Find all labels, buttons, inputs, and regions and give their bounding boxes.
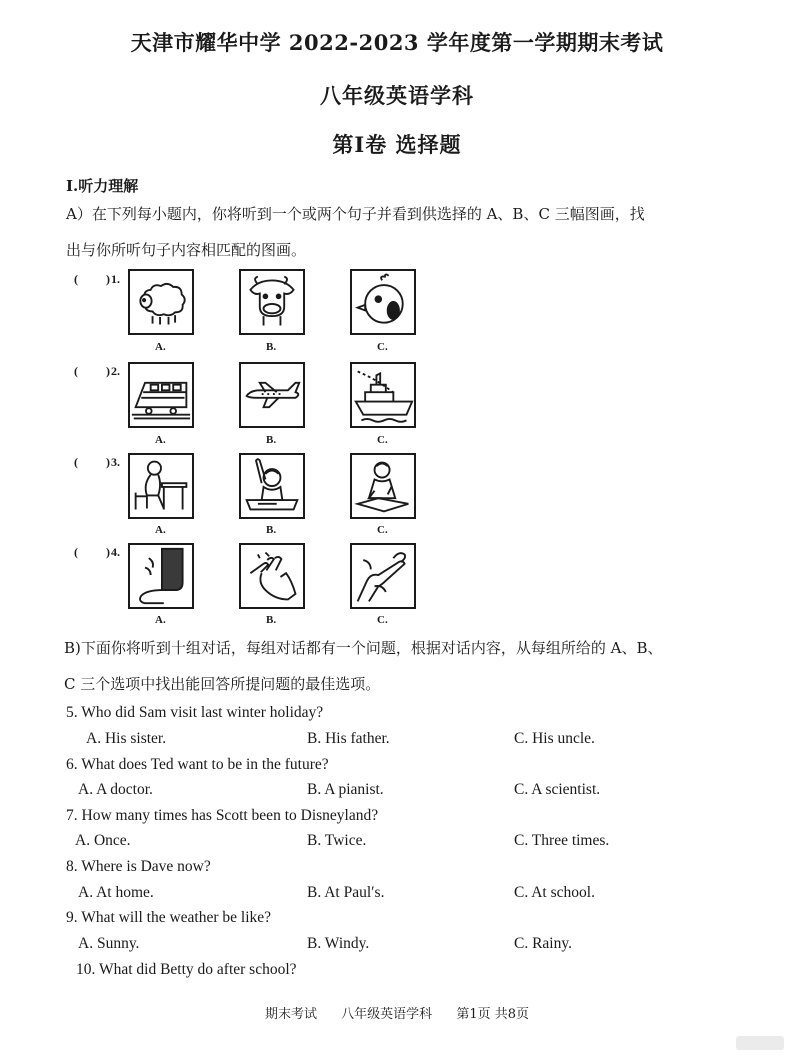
footer-page-number: 第1页 共8页 bbox=[456, 1007, 529, 1022]
question-number: 2. bbox=[111, 364, 120, 378]
question-text: 6. What does Ted want to be in the future? bbox=[66, 756, 329, 773]
part-b-instruction-line-2: C 三个选项中找出能回答所提问题的最佳选项。 bbox=[64, 675, 381, 693]
airplane-icon bbox=[239, 362, 305, 428]
part-b-instruction-line-1: B)下面你将听到十组对话，每组对话都有一个问题，根据对话内容，从每组所给的 A、B、 bbox=[64, 639, 663, 657]
option-label-c: C. bbox=[377, 341, 388, 353]
watermark bbox=[736, 1036, 784, 1050]
option-c: C. Three times. bbox=[514, 832, 610, 849]
option-b: B. His father. bbox=[307, 730, 390, 747]
answer-bracket-open: ( bbox=[74, 545, 78, 559]
question-text: 10. What did Betty do after school? bbox=[76, 961, 297, 978]
option-b: B. At Paul′s. bbox=[307, 884, 385, 901]
hand-icon bbox=[239, 543, 305, 609]
option-a: A. A doctor. bbox=[78, 781, 153, 798]
page-footer bbox=[0, 1003, 794, 1022]
sheep-icon bbox=[128, 269, 194, 335]
option-label-a: A. bbox=[155, 524, 166, 536]
exam-title: 天津市耀华中学 2022-2023 学年度第一学期期末考试 bbox=[130, 30, 664, 55]
option-c: C. At school. bbox=[514, 884, 595, 901]
question-text: 7. How many times has Scott been to Disneyland? bbox=[66, 807, 379, 824]
option-c: C. His uncle. bbox=[514, 730, 595, 747]
option-label-c: C. bbox=[377, 434, 388, 446]
answer-bracket-close: ) bbox=[106, 272, 110, 286]
footer-exam: 期末考试 bbox=[265, 1007, 318, 1022]
question-text: 9. What will the weather be like? bbox=[66, 909, 272, 926]
student-writing-icon bbox=[350, 453, 416, 519]
option-b: B. A pianist. bbox=[307, 781, 384, 798]
option-a: A. Once. bbox=[75, 832, 131, 849]
option-label-a: A. bbox=[155, 341, 166, 353]
answer-bracket-close: ) bbox=[106, 545, 110, 559]
option-c: C. A scientist. bbox=[514, 781, 601, 798]
option-a: A. His sister. bbox=[86, 730, 167, 747]
ship-icon bbox=[350, 362, 416, 428]
part-a-instruction-line-2: 出与你所听句子内容相匹配的图画。 bbox=[66, 241, 307, 259]
chick-icon bbox=[350, 269, 416, 335]
arm-icon bbox=[350, 543, 416, 609]
answer-bracket-open: ( bbox=[74, 272, 78, 286]
option-label-b: B. bbox=[266, 524, 277, 536]
option-a: A. At home. bbox=[78, 884, 154, 901]
answer-bracket-open: ( bbox=[74, 364, 78, 378]
option-a: A. Sunny. bbox=[78, 935, 140, 952]
student-at-desk-icon bbox=[128, 453, 194, 519]
footer-subject: 八年级英语学科 bbox=[341, 1007, 433, 1022]
question-text: 5. Who did Sam visit last winter holiday? bbox=[66, 704, 324, 721]
option-label-b: B. bbox=[266, 614, 277, 626]
answer-bracket-close: ) bbox=[106, 455, 110, 469]
subject-title: 八年级英语学科 bbox=[320, 83, 474, 108]
answer-bracket-open: ( bbox=[74, 455, 78, 469]
option-label-c: C. bbox=[377, 614, 388, 626]
option-label-b: B. bbox=[266, 341, 277, 353]
question-number: 1. bbox=[111, 272, 120, 286]
option-c: C. Rainy. bbox=[514, 935, 572, 952]
option-label-a: A. bbox=[155, 614, 166, 626]
option-label-c: C. bbox=[377, 524, 388, 536]
question-number: 3. bbox=[111, 455, 120, 469]
question-text: 8. Where is Dave now? bbox=[66, 858, 211, 875]
train-icon bbox=[128, 362, 194, 428]
option-label-a: A. bbox=[155, 434, 166, 446]
student-raising-hand-icon bbox=[239, 453, 305, 519]
section-heading-listening: I.听力理解 bbox=[66, 177, 139, 195]
volume-title: 第Ⅰ卷 选择题 bbox=[332, 132, 462, 157]
answer-bracket-close: ) bbox=[106, 364, 110, 378]
option-b: B. Windy. bbox=[307, 935, 370, 952]
part-a-instruction-line-1: A）在下列每小题内，你将听到一个或两个句子并看到供选择的 A、B、C 三幅图画，找 bbox=[66, 205, 645, 223]
option-label-b: B. bbox=[266, 434, 277, 446]
option-b: B. Twice. bbox=[307, 832, 367, 849]
question-number: 4. bbox=[111, 545, 120, 559]
cow-icon bbox=[239, 269, 305, 335]
injured-foot-icon bbox=[128, 543, 194, 609]
